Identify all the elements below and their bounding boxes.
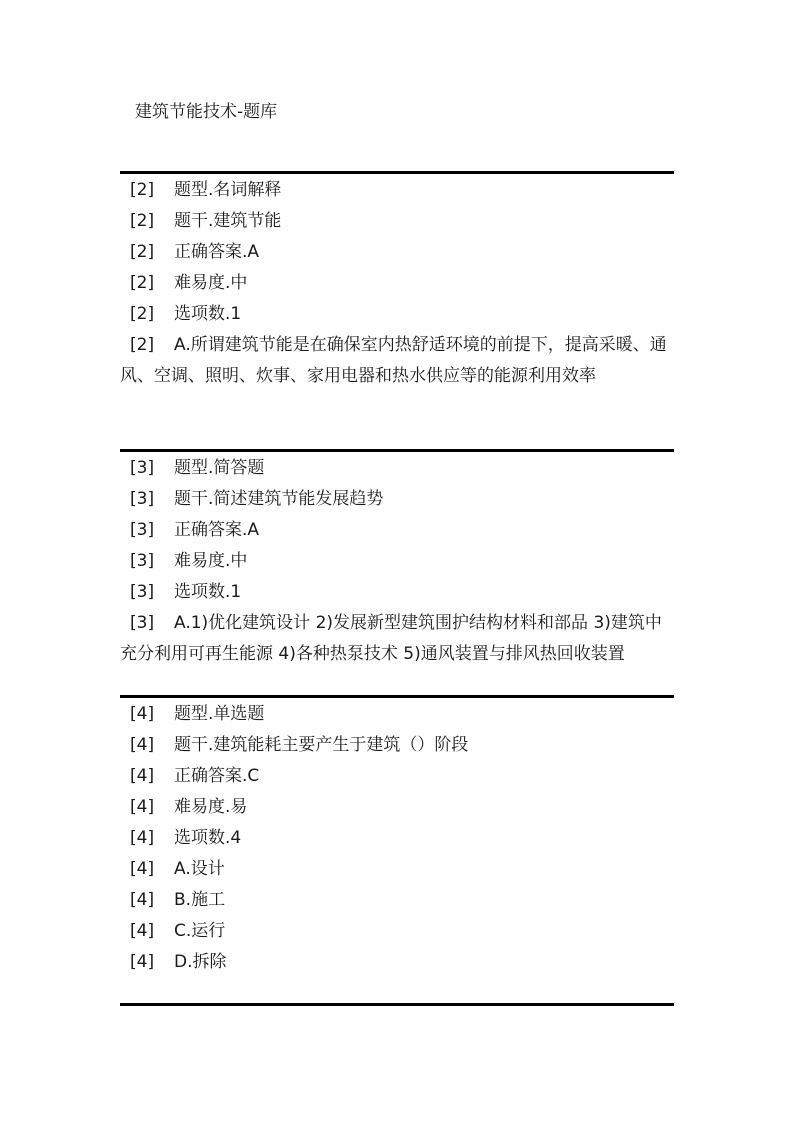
question-tag: [4] bbox=[130, 952, 155, 972]
question-option-b bbox=[120, 885, 668, 916]
question-type-row bbox=[120, 453, 668, 484]
question-option-text: D.拆除 bbox=[174, 952, 227, 972]
question-type: 题型.单选题 bbox=[174, 704, 265, 724]
question-tag: [2] bbox=[130, 335, 155, 355]
question-option-count-row bbox=[120, 823, 668, 854]
section-divider bbox=[120, 449, 674, 452]
question-option-c bbox=[120, 916, 668, 947]
question-option-text: A.所谓建筑节能是在确保室内热舒适环境的前提下，提高采暖、通风、空调、照明、炊事、家用电器和热水供应等的能源利用效率 bbox=[120, 335, 667, 386]
question-tag: [2] bbox=[130, 242, 155, 262]
question-option-row bbox=[120, 608, 668, 670]
question-difficulty-row bbox=[120, 268, 668, 299]
document-title: 建筑节能技术-题库 bbox=[135, 102, 278, 122]
section-divider bbox=[120, 1003, 674, 1006]
question-tag: [4] bbox=[130, 921, 155, 941]
question-option-text: B.施工 bbox=[174, 890, 226, 910]
question-stem-row bbox=[120, 730, 668, 761]
question-tag: [3] bbox=[130, 489, 155, 509]
question-tag: [4] bbox=[130, 766, 155, 786]
section-divider bbox=[120, 171, 674, 174]
question-type-row bbox=[120, 175, 668, 206]
question-stem: 题干.简述建筑节能发展趋势 bbox=[174, 489, 384, 509]
question-tag: [2] bbox=[130, 211, 155, 231]
question-option-a bbox=[120, 854, 668, 885]
question-tag: [3] bbox=[130, 458, 155, 478]
question-block-2 bbox=[120, 175, 668, 392]
question-option-text: C.运行 bbox=[174, 921, 226, 941]
question-tag: [4] bbox=[130, 797, 155, 817]
question-difficulty: 难易度.中 bbox=[174, 551, 248, 571]
question-option-count: 选项数.1 bbox=[174, 304, 242, 324]
question-tag: [3] bbox=[130, 582, 155, 602]
question-tag: [3] bbox=[130, 551, 155, 571]
question-option-row bbox=[120, 330, 668, 392]
question-option-count: 选项数.4 bbox=[174, 828, 242, 848]
question-answer-row bbox=[120, 761, 668, 792]
question-tag: [4] bbox=[130, 735, 155, 755]
question-type: 题型.简答题 bbox=[174, 458, 265, 478]
question-block-4 bbox=[120, 699, 668, 978]
question-option-d bbox=[120, 947, 668, 978]
question-tag: [4] bbox=[130, 828, 155, 848]
question-type-row bbox=[120, 699, 668, 730]
question-tag: [4] bbox=[130, 890, 155, 910]
question-type: 题型.名词解释 bbox=[174, 180, 282, 200]
question-tag: [3] bbox=[130, 520, 155, 540]
question-difficulty: 难易度.易 bbox=[174, 797, 248, 817]
question-difficulty: 难易度.中 bbox=[174, 273, 248, 293]
question-answer-row bbox=[120, 515, 668, 546]
question-option-count-row bbox=[120, 299, 668, 330]
question-tag: [2] bbox=[130, 273, 155, 293]
question-option-count: 选项数.1 bbox=[174, 582, 242, 602]
question-stem: 题干.建筑能耗主要产生于建筑（）阶段 bbox=[174, 735, 469, 755]
question-difficulty-row bbox=[120, 792, 668, 823]
question-answer: 正确答案.C bbox=[174, 766, 260, 786]
question-tag: [2] bbox=[130, 180, 155, 200]
question-tag: [4] bbox=[130, 859, 155, 879]
question-option-text: A.设计 bbox=[174, 859, 225, 879]
question-option-text: A.1)优化建筑设计 2)发展新型建筑围护结构材料和部品 3)建筑中充分利用可再生能源 4)各种热泵技术 5)通风装置与排风热回收装置 bbox=[120, 613, 662, 664]
question-answer: 正确答案.A bbox=[174, 520, 260, 540]
question-answer-row bbox=[120, 237, 668, 268]
question-stem: 题干.建筑节能 bbox=[174, 211, 282, 231]
section-divider bbox=[120, 695, 674, 698]
question-stem-row bbox=[120, 484, 668, 515]
question-difficulty-row bbox=[120, 546, 668, 577]
question-tag: [3] bbox=[130, 613, 155, 633]
question-answer: 正确答案.A bbox=[174, 242, 260, 262]
question-tag: [2] bbox=[130, 304, 155, 324]
question-tag: [4] bbox=[130, 704, 155, 724]
question-block-3 bbox=[120, 453, 668, 670]
question-option-count-row bbox=[120, 577, 668, 608]
question-stem-row bbox=[120, 206, 668, 237]
